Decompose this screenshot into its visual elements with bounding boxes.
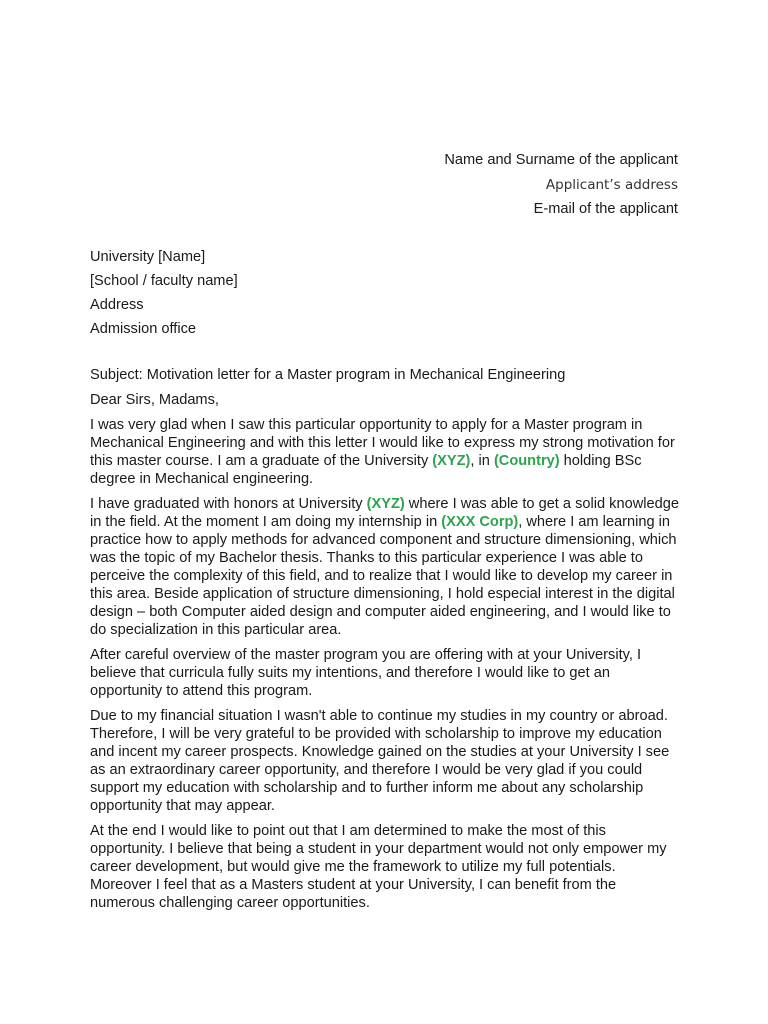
paragraph-1: [90, 416, 680, 488]
applicant-name: Name and Surname of the applicant: [444, 152, 678, 168]
letter-body: [90, 366, 680, 919]
p2-highlight-university: (XYZ): [366, 496, 405, 512]
p2-text-a: I have graduated with honors at University: [90, 496, 367, 512]
paragraph-3: After careful overview of the master program you are offering with at your University, I believe that curricula fully suits my intentions, and therefore I would like to get an opportunity to attend this program.: [90, 647, 642, 699]
applicant-address: Applicant’s address: [545, 176, 678, 193]
paragraph-2: [90, 495, 680, 639]
p1-text-a: I was very glad when I saw this particular opportunity to apply for a Master program in Mechanical Engineering and with this letter I would like to express my strong motivation for this master course. I am a graduate of the University: [90, 417, 675, 469]
applicant-info: [444, 148, 678, 222]
letter-salutation: Dear Sirs, Madams,: [90, 392, 219, 408]
letter-subject: Subject: Motivation letter for a Master program in Mechanical Engineering: [90, 367, 566, 383]
p1-highlight-country: (Country): [493, 453, 560, 469]
p1-highlight-university: (XYZ): [432, 453, 471, 469]
recipient-address: Address: [90, 297, 144, 313]
applicant-email: E-mail of the applicant: [533, 201, 678, 217]
recipient-office: Admission office: [90, 321, 196, 337]
paragraph-5: At the end I would like to point out that I am determined to make the most of this opportunity. I believe that being a student in your department would not only empower my career development, but would give me the framework to utilize my full potentials. Moreover I feel that as a Masters student at your University, I can benefit from the numerous challenging career opportunities.: [90, 823, 667, 911]
p2-highlight-company: (XXX Corp): [441, 514, 519, 530]
p2-text-b: where I was able to get a solid knowledge in the field. At the moment I am doing my internship in: [90, 496, 679, 530]
recipient-info: [90, 245, 238, 341]
paragraph-4: Due to my financial situation I wasn't able to continue my studies in my country or abroad. Therefore, I will be very grateful to be provided with scholarship to improve my education and incent my career prospects. Knowledge gained on the studies at your University I see as an extraordinary career opportunity, and therefore I would be very glad if you could support my education with scholarship and to further inform me about any scholarship opportunity that may appear.: [90, 708, 670, 814]
p1-text-c: holding BSc degree in Mechanical engineering.: [90, 453, 642, 487]
p2-text-c: , where I am learning in practice how to apply methods for advanced component and structure dimensioning, which was the topic of my Bachelor thesis. Thanks to this particular experience I was able to perceive the complexity of this field, and to realize that I would like to develop my career in this area. Beside application of structure dimensioning, I hold especial interest in the digital design – both Computer aided design and computer aided engineering, and I would like to do specialization in this particular area.: [90, 514, 677, 638]
recipient-university: University [Name]: [90, 249, 206, 265]
p1-text-b: , in: [470, 453, 494, 469]
recipient-school: [School / faculty name]: [90, 273, 238, 289]
